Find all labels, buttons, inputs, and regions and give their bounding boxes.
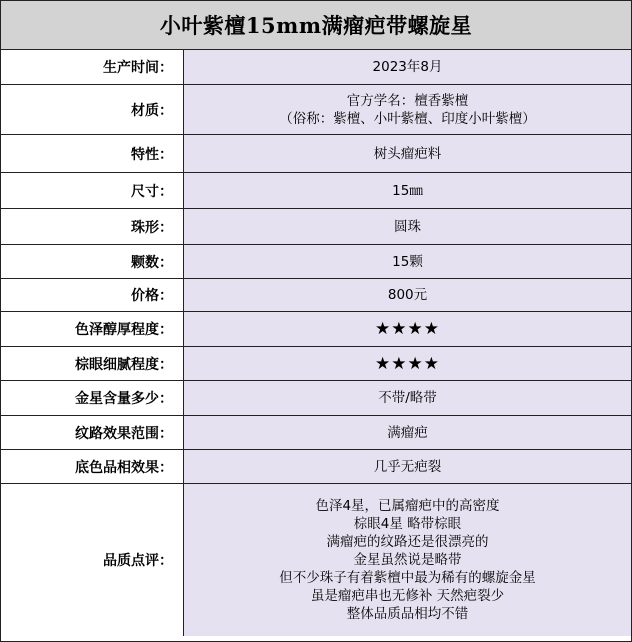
- row-label: 纹路效果范围：: [1, 416, 184, 449]
- row-label: 尺寸：: [1, 173, 184, 208]
- value-line: 圆珠: [394, 218, 421, 235]
- value-line: 官方学名：檀香紫檀: [346, 92, 469, 109]
- row-price: [1, 279, 631, 312]
- value-line: 但不少珠子有着紫檀中最为稀有的螺旋金星: [279, 570, 536, 586]
- row-value: [184, 209, 631, 244]
- value-line: 虽是瘤疤串也无修补 天然疤裂少: [310, 588, 505, 604]
- star-rating: ★★★★: [375, 319, 440, 339]
- table-title: 小叶紫檀15mm满瘤疤带螺旋星: [1, 1, 631, 50]
- value-line: 金星虽然说是略带: [353, 552, 462, 568]
- row-bead-count: [1, 245, 631, 279]
- row-material: [1, 85, 631, 135]
- row-value: [184, 85, 631, 134]
- row-label: 金星含量多少：: [1, 381, 184, 415]
- row-label: 材质：: [1, 85, 184, 134]
- value-line: 棕眼4星 略带棕眼: [353, 516, 462, 532]
- value-line: 15颗: [392, 253, 423, 270]
- row-production-date: [1, 50, 631, 85]
- row-pattern-range: [1, 416, 631, 450]
- row-label: 品质点评：: [1, 484, 184, 636]
- row-value: [184, 381, 631, 415]
- row-label: 底色品相效果：: [1, 450, 184, 483]
- row-label: 生产时间：: [1, 50, 184, 84]
- row-bead-shape: [1, 209, 631, 245]
- value-line: 树头瘤疤料: [373, 145, 442, 162]
- row-label: 特性：: [1, 135, 184, 172]
- value-line: 不带/略带: [378, 390, 437, 406]
- row-value: [184, 245, 631, 278]
- value-line: 满瘤疤的纹路还是很漂亮的: [326, 534, 489, 550]
- value-line: 色泽4星，已属瘤疤中的高密度: [315, 498, 500, 514]
- row-value: [184, 279, 631, 311]
- row-value: [184, 50, 631, 84]
- row-size: [1, 173, 631, 209]
- row-grain-fineness: [1, 347, 631, 381]
- row-base-color: [1, 450, 631, 484]
- row-value: [184, 312, 631, 346]
- row-gold-star-amount: [1, 381, 631, 416]
- value-line: 2023年8月: [372, 59, 443, 75]
- value-line: 整体品质品相均不错: [346, 606, 469, 622]
- row-label: 价格：: [1, 279, 184, 311]
- row-value: [184, 135, 631, 172]
- value-line: 15㎜: [392, 182, 423, 199]
- row-value: [184, 450, 631, 483]
- value-line: 满瘤疤: [387, 424, 428, 441]
- row-label: 棕眼细腻程度：: [1, 347, 184, 380]
- row-label: 珠形：: [1, 209, 184, 244]
- row-value: [184, 173, 631, 208]
- value-line: 几乎无疤裂: [373, 458, 442, 475]
- value-line: （俗称：紫檀、小叶紫檀、印度小叶紫檀）: [279, 110, 536, 127]
- row-color-richness: [1, 312, 631, 347]
- row-label: 颗数：: [1, 245, 184, 278]
- row-value: [184, 347, 631, 380]
- value-line: 800元: [387, 287, 428, 303]
- row-feature: [1, 135, 631, 173]
- row-value: [184, 484, 631, 636]
- row-quality-review: [1, 484, 631, 636]
- row-label: 色泽醇厚程度：: [1, 312, 184, 346]
- row-value: [184, 416, 631, 449]
- star-rating: ★★★★: [375, 353, 440, 374]
